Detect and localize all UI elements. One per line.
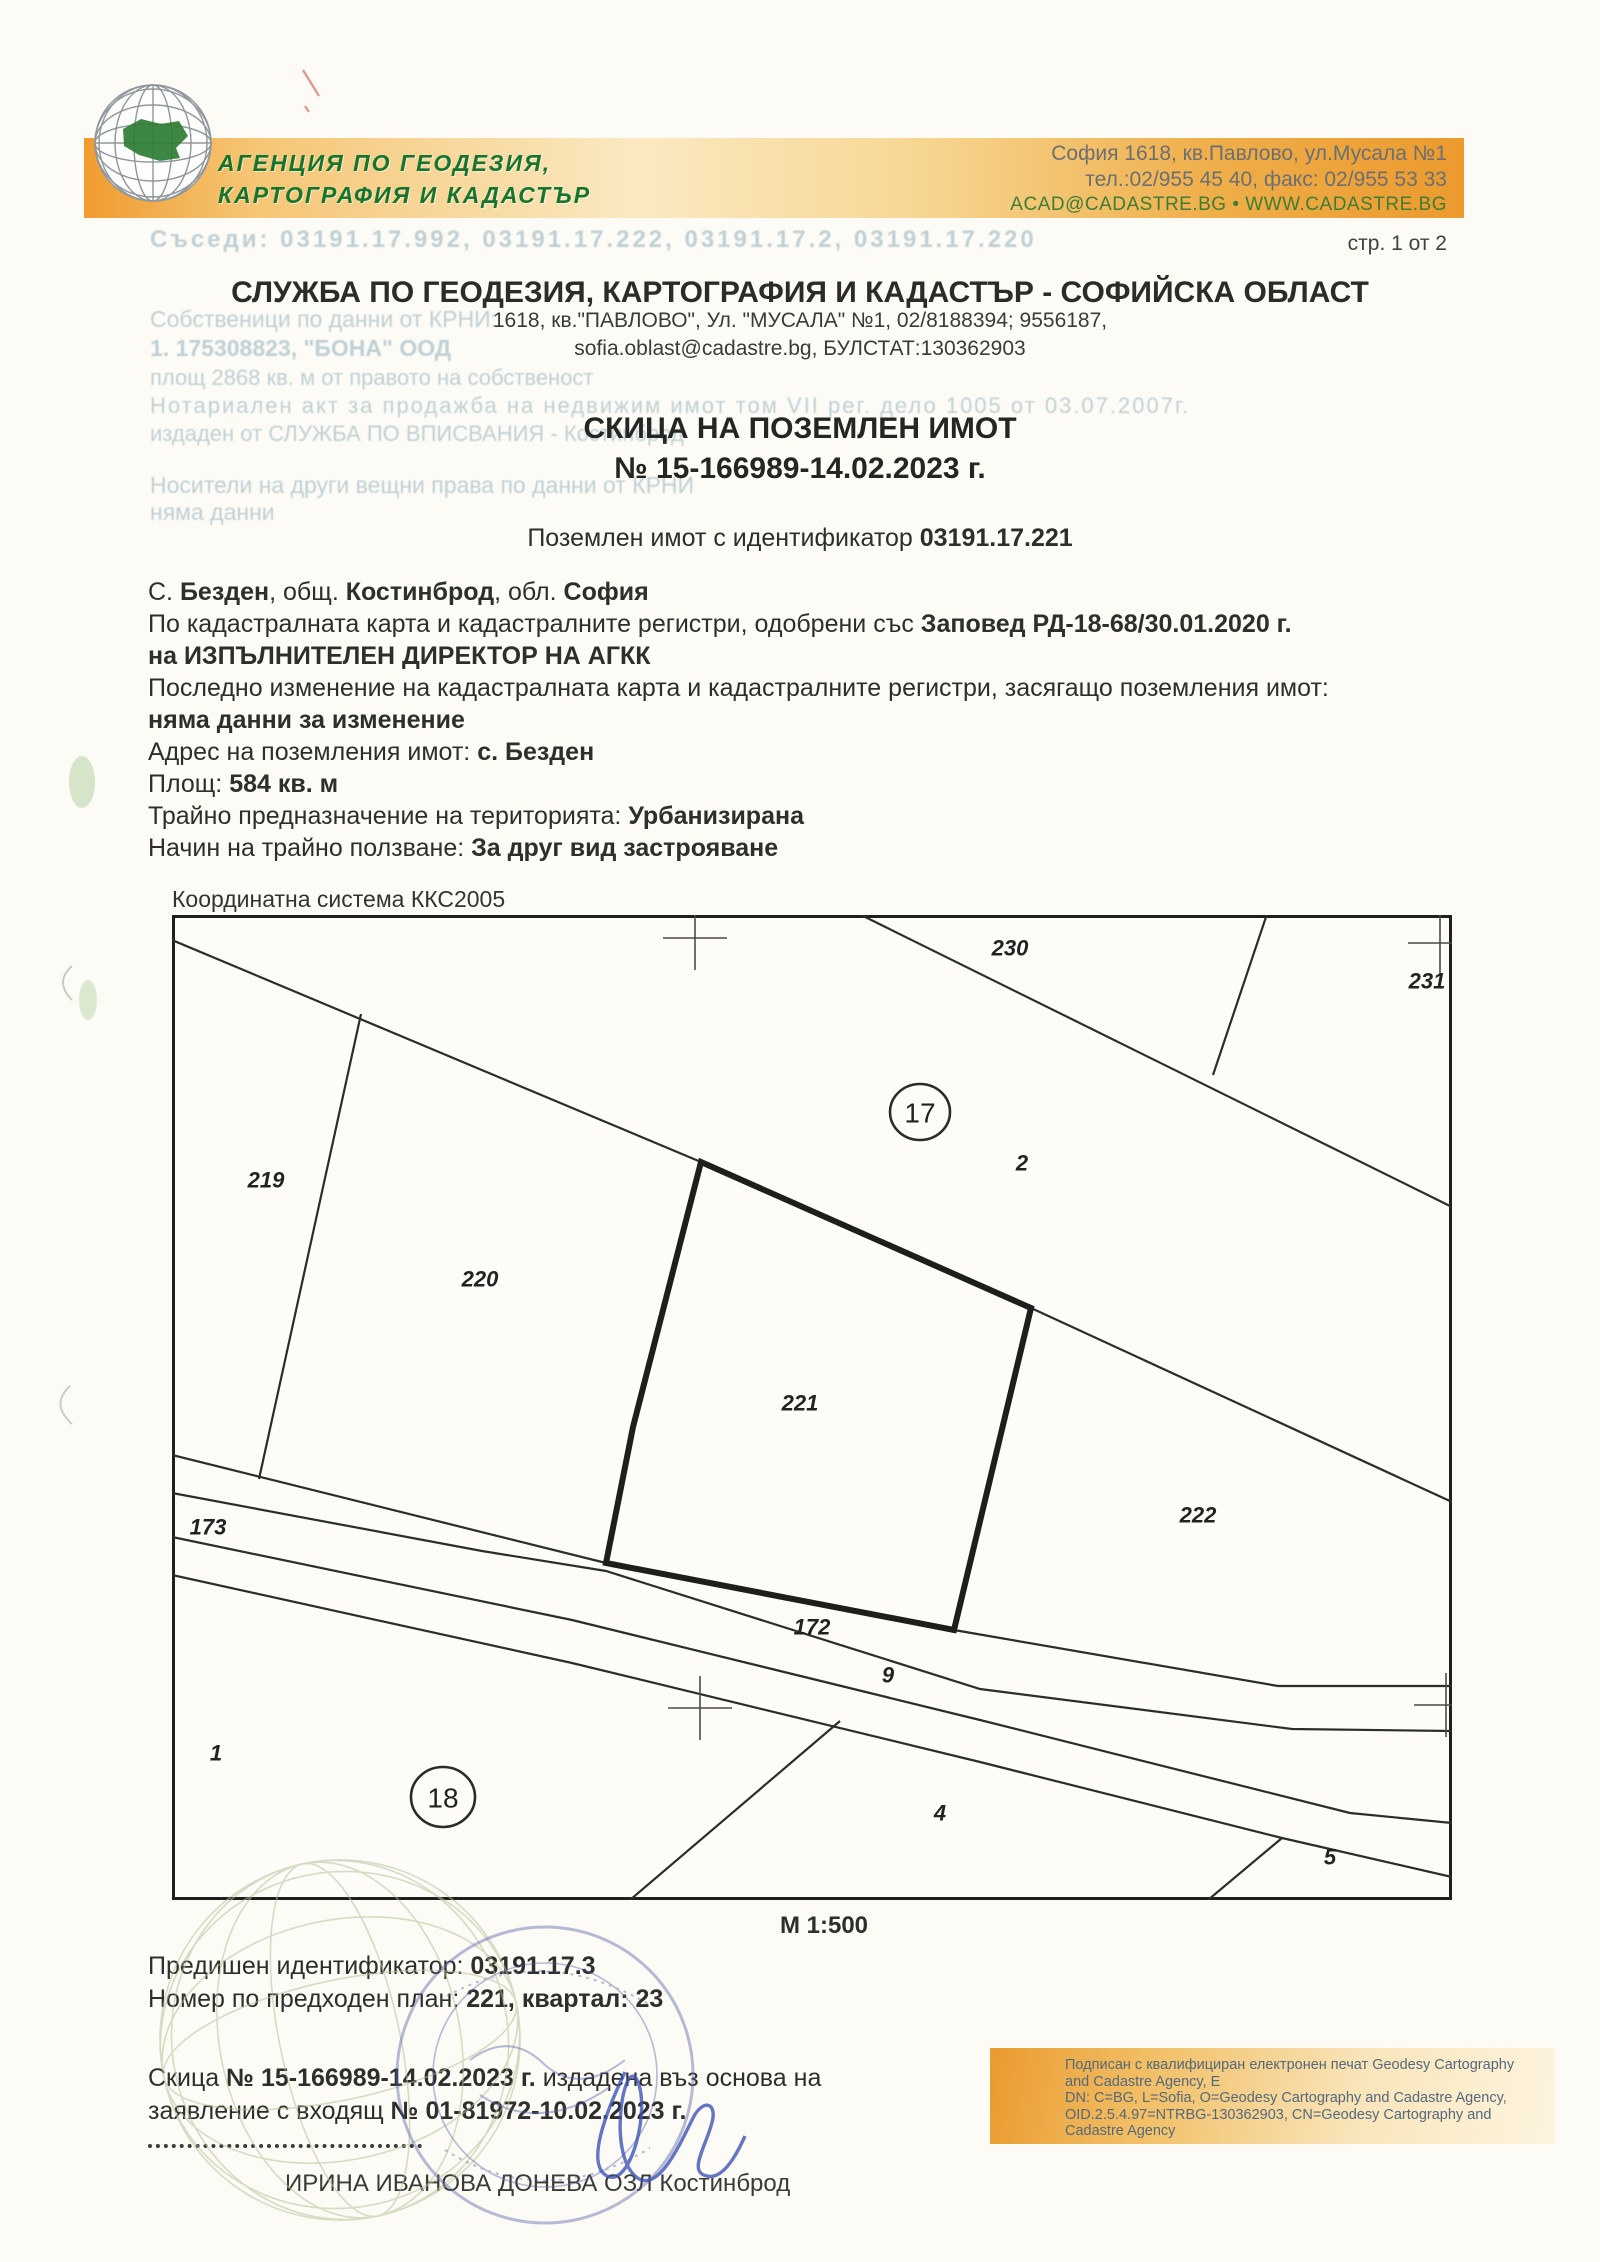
svg-text:219: 219 [247,1167,285,1193]
svg-text:9: 9 [881,1662,895,1688]
ghost-line: Собственици по данни от КРНИ: [150,306,498,333]
page-indicator: стр. 1 от 2 [1347,232,1447,255]
svg-text:173: 173 [189,1514,227,1540]
text-line: Площ: 584 кв. м [148,770,339,798]
sketch-title: СКИЦА НА ПОЗЕМЛЕН ИМОТ [583,412,1017,445]
text-line: and Cadastre Agency, E [1065,2073,1221,2090]
digital-signature-text [1065,2057,1514,2140]
signature-dotted-line [148,2122,422,2148]
ink-smudge-2 [79,980,97,1020]
svg-text:4: 4 [933,1800,947,1826]
property-details [148,576,1368,864]
text-line: Последно изменение на кадастралната карта и кадастралните регистри, засягащо поземления имот: [148,674,1329,702]
text-line: Адрес на поземления имот: с. Безден [148,738,595,766]
agency-web-email[interactable]: ACAD@CADASTRE.BG • WWW.CADASTRE.BG [1010,194,1447,215]
cadastral-map [172,915,1452,1900]
map-scale-label: М 1:500 [779,1912,869,1939]
text-line: Подписан с квалифициран електронен печат Geodesy Cartography [1065,2057,1515,2073]
text-line: Трайно предназначение на територията: Урбанизирана [148,802,804,830]
text-line: Предишен идентификатор: 03191.17.3 [148,1952,596,1980]
text-line: Номер по предходен план: 221, квартал: 23 [148,1985,664,2013]
svg-text:17: 17 [904,1097,936,1129]
pen-mark [303,70,319,112]
text-line: OID.2.5.4.97=NTRBG-130362903, CN=Geodesy Cartography and [1065,2106,1492,2123]
sketch-number: № 15-166989-14.02.2023 г. [614,452,986,485]
text-line: Скица № 15-166989-14.02.2023 г. издадена въз основа на [148,2064,822,2092]
text-line: DN: C=BG, L=Sofia, O=Geodesy Cartography and Cadastre Agency, [1065,2090,1507,2106]
ghost-line: Нотариален акт за продажба на недвижим имот том VII рег. дело 1005 от 03.07.2007г. [150,392,1191,418]
office-title: СЛУЖБА ПО ГЕОДЕЗИЯ, КАРТОГРАФИЯ И КАДАСТЪР - СОФИЙСКА ОБЛАСТ [231,276,1369,309]
svg-text:1: 1 [209,1740,223,1766]
agency-name-line1: АГЕНЦИЯ ПО ГЕОДЕЗИЯ, [218,150,552,176]
coordinate-system-label: Координатна система ККС2005 [172,886,506,912]
svg-text:2: 2 [1015,1150,1029,1176]
agency-name-line2: КАРТОГРАФИЯ И КАДАСТЪР [218,182,592,208]
previous-identifier-block [148,1950,663,2016]
ghost-line: Носители на други вещни права по данни от КРНИ [150,472,695,499]
ghost-line: Съседи: 03191.17.992, 03191.17.222, 03191.17.2, 03191.17.220 [150,225,1037,253]
svg-text:220: 220 [461,1266,499,1292]
fold-mark-2 [60,1386,72,1424]
ink-smudge-1 [69,756,95,808]
text-line: С. Безден, общ. Костинброд, обл. София [148,578,649,606]
svg-text:231: 231 [1408,968,1446,994]
ghost-line: площ 2868 кв. м от правото на собственост [150,364,594,390]
svg-text:230: 230 [991,935,1029,961]
svg-text:222: 222 [1179,1502,1217,1528]
ghost-line: 1. 175308823, "БОНА" ООД [150,335,452,362]
text-line: Cadastre Agency [1065,2123,1176,2139]
svg-text:221: 221 [781,1390,819,1416]
ghost-line: издаден от СЛУЖБА ПО ВПИСВАНИЯ - Костинброд [150,420,684,446]
text-line: на ИЗПЪЛНИТЕЛЕН ДИРЕКТОР НА АГКК [148,642,651,670]
parcel-identifier-line: Поземлен имот с идентификатор 03191.17.221 [527,524,1073,552]
issue-statement [148,2062,821,2128]
office-contacts: sofia.oblast@cadastre.bg, БУЛСТАТ:130362903 [574,337,1026,360]
text-line: заявление с входящ № 01-81972-10.02.2023 г. [148,2097,687,2125]
text-line: няма данни за изменение [148,706,465,734]
agency-logo [88,78,218,208]
svg-text:18: 18 [427,1782,459,1814]
svg-text:5: 5 [1323,1844,1337,1870]
text-line: По кадастралната карта и кадастралните регистри, одобрени със Заповед РД-18-68/30.01.2020 г. [148,610,1292,638]
fold-mark-1 [63,966,72,1000]
agency-address: София 1618, кв.Павлово, ул.Мусала №1 [1051,142,1447,165]
ghost-line: няма данни [150,499,275,526]
office-address: 1618, кв."ПАВЛОВО", Ул. "МУСАЛА" №1, 02/8188394; 9556187, [492,309,1108,332]
signer-name: ИРИНА ИВАНОВА ДОНЕВА ОЗЛ Костинброд [285,2170,791,2197]
svg-text:172: 172 [793,1614,831,1640]
text-line: Начин на трайно ползване: За друг вид застрояване [148,834,779,862]
agency-phone: тел.:02/955 45 40, факс: 02/955 53 33 [1085,168,1447,191]
